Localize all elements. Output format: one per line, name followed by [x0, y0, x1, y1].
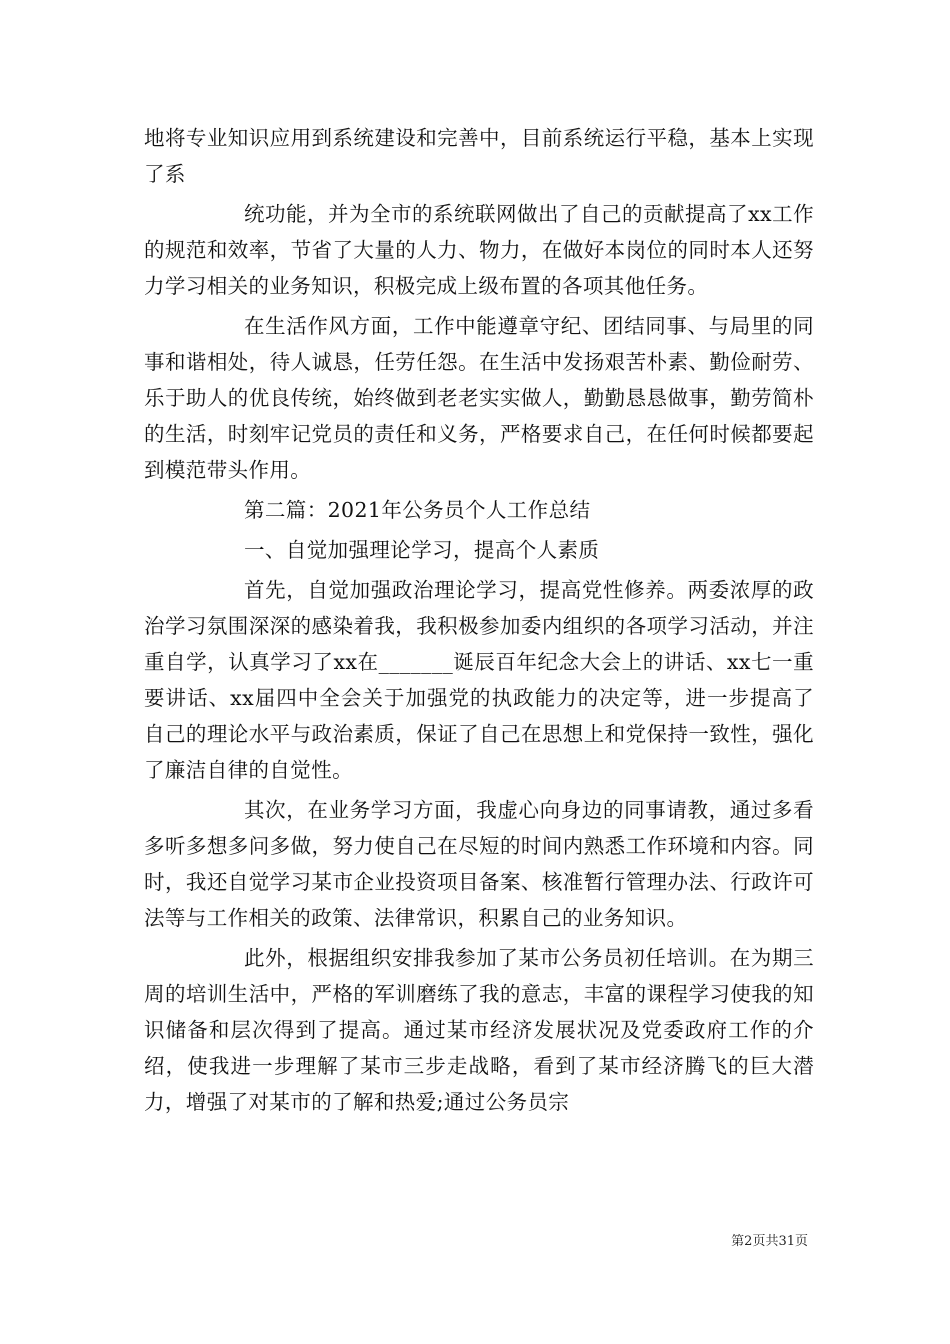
- paragraph-1: 地将专业知识应用到系统建设和完善中，目前系统运行平稳，基本上实现了系: [144, 126, 814, 186]
- page-number-footer: 第2页共31页: [731, 1234, 808, 1249]
- paragraph-2: 统功能，并为全市的系统联网做出了自己的贡献提高了xx工作的规范和效率，节省了大量的人力、物力，在做好本岗位的同时本人还努力学习相关的业务知识，积极完成上级布置的各项其他任务。: [144, 202, 814, 298]
- paragraph-6: 此外，根据组织安排我参加了某市公务员初任培训。在为期三周的培训生活中，严格的军训磨练了我的意志，丰富的课程学习使我的知识储备和层次得到了提高。通过某市经济发展状况及党委政府工作的介绍，使我进一步理解了某市三步走战略，看到了某市经济腾飞的巨大潜力，增强了对某市的了解和热爱;通过公务员宗: [144, 946, 814, 1114]
- paragraph-5: 其次，在业务学习方面，我虚心向身边的同事请教，通过多看多听多想多问多做，努力使自己在尽短的时间内熟悉工作环境和内容。同时，我还自觉学习某市企业投资项目备案、核准暂行管理办法、行政许可法等与工作相关的政策、法律常识，积累自己的业务知识。: [144, 798, 814, 930]
- paragraph-3: 在生活作风方面，工作中能遵章守纪、团结同事、与局里的同事和谐相处，待人诚恳，任劳任怨。在生活中发扬艰苦朴素、勤俭耐劳、乐于助人的优良传统，始终做到老老实实做人，勤勤恳恳做事，勤劳简朴的生活，时刻牢记党员的责任和义务，严格要求自己，在任何时候都要起到模范带头作用。: [144, 314, 814, 482]
- document-body: [144, 120, 814, 1124]
- paragraph-4: 首先，自觉加强政治理论学习，提高党性修养。两委浓厚的政治学习氛围深深的感染着我，我积极参加委内组织的各项学习活动，并注重自学，认真学习了xx在_______诞辰百年纪念大会上的讲话、xx七一重要讲话、xx届四中全会关于加强党的执政能力的决定等，进一步提高了自己的理论水平与政治素质，保证了自己在思想上和党保持一致性，强化了廉洁自律的自觉性。: [144, 578, 814, 782]
- subsection-heading: 一、自觉加强理论学习，提高个人素质: [244, 538, 600, 562]
- section-heading: 第二篇：2021年公务员个人工作总结: [244, 498, 591, 522]
